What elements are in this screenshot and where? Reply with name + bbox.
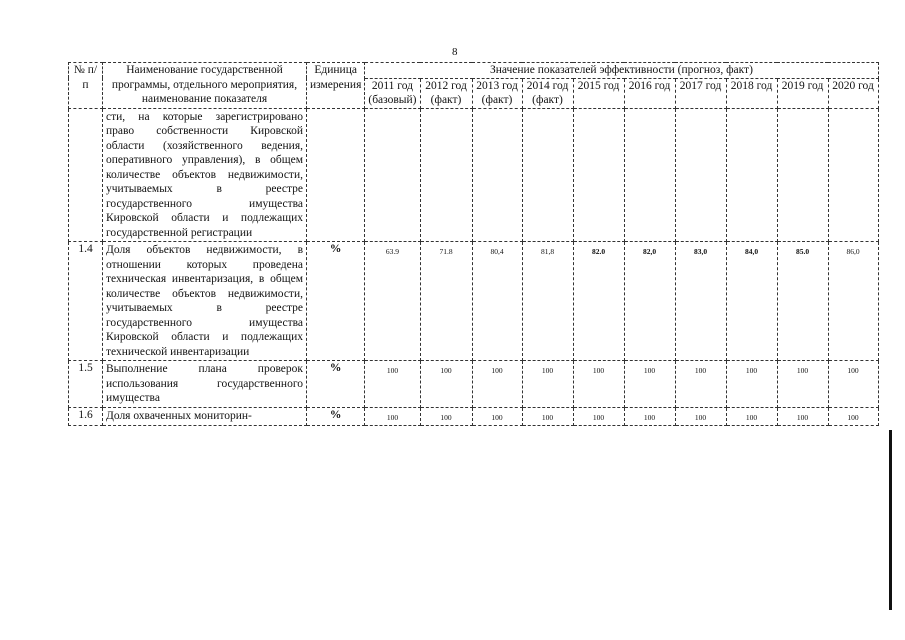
- header-row: [69, 63, 879, 79]
- year-header: 2019 год: [777, 78, 828, 108]
- row-name: Доля объектов недвижимости, в отношении которых проведена техническая инвентаризация, в общем количестве объектов недвижимости, учитываемых в реестре государственного имущества Кировской области и подлежащих технической инвентаризации: [103, 242, 307, 361]
- year-header: 2017 год: [675, 78, 726, 108]
- value-cell: [624, 108, 675, 242]
- row-unit: %: [307, 407, 365, 426]
- year-header: 2014 год (факт): [522, 78, 573, 108]
- row-num: 1.5: [69, 361, 103, 408]
- value-cell: 86,0: [828, 242, 878, 361]
- value-cell: 100: [828, 361, 878, 408]
- value-cell: 100: [420, 361, 472, 408]
- table-row: [69, 242, 879, 361]
- row-unit: %: [307, 361, 365, 408]
- value-cell: 100: [777, 361, 828, 408]
- table-row: [69, 407, 879, 426]
- value-cell: [726, 108, 777, 242]
- value-cell: 84,0: [726, 242, 777, 361]
- year-header: 2012 год (факт): [420, 78, 472, 108]
- row-num: 1.4: [69, 242, 103, 361]
- value-cell: [573, 108, 624, 242]
- value-cell: 63.9: [365, 242, 420, 361]
- value-cell: 100: [777, 407, 828, 426]
- row-num: 1.6: [69, 407, 103, 426]
- value-cell: 100: [726, 361, 777, 408]
- value-cell: 100: [573, 407, 624, 426]
- indicators-table: [68, 62, 879, 426]
- value-cell: 100: [472, 407, 522, 426]
- value-cell: [420, 108, 472, 242]
- value-cell: 100: [472, 361, 522, 408]
- page-number: 8: [452, 46, 458, 58]
- value-cell: 100: [624, 361, 675, 408]
- value-cell: 100: [573, 361, 624, 408]
- year-header: 2016 год: [624, 78, 675, 108]
- value-cell: 100: [624, 407, 675, 426]
- value-cell: [472, 108, 522, 242]
- value-cell: 80,4: [472, 242, 522, 361]
- year-header: 2015 год: [573, 78, 624, 108]
- value-cell: [675, 108, 726, 242]
- table-row: [69, 108, 879, 242]
- row-name: Выполнение плана проверок использования государственного имущества: [103, 361, 307, 408]
- value-cell: [522, 108, 573, 242]
- row-name: сти, на которые зарегистрировано право собственности Кировской области (хозяйственного ведения, оперативного управления), в общем количестве объектов недвижимости, учитываемых в реестре государственного имущества Кировской области и подлежащих государственной регистрации: [103, 108, 307, 242]
- row-unit: %: [307, 242, 365, 361]
- value-cell: 83,0: [675, 242, 726, 361]
- col-name-header: Наименование государственной программы, отдельного мероприятия, наименование показателя: [103, 63, 307, 109]
- year-header: 2018 год: [726, 78, 777, 108]
- value-cell: 100: [675, 361, 726, 408]
- year-header: 2020 год: [828, 78, 878, 108]
- year-header: 2011 год (базовый): [365, 78, 420, 108]
- value-cell: 82,0: [624, 242, 675, 361]
- row-num: [69, 108, 103, 242]
- row-name: Доля охваченных мониторин-: [103, 407, 307, 426]
- value-cell: 100: [420, 407, 472, 426]
- value-cell: 85.0: [777, 242, 828, 361]
- row-unit: [307, 108, 365, 242]
- scan-edge-bar: [889, 430, 892, 610]
- value-cell: [365, 108, 420, 242]
- col-unit-header: Единица измерения: [307, 63, 365, 109]
- value-cell: 100: [726, 407, 777, 426]
- value-cell: 100: [522, 361, 573, 408]
- col-num-header: № п/п: [69, 63, 103, 109]
- value-cell: 100: [365, 361, 420, 408]
- value-cell: 82.0: [573, 242, 624, 361]
- value-cell: 100: [675, 407, 726, 426]
- value-cell: 81,8: [522, 242, 573, 361]
- value-cell: 71.8: [420, 242, 472, 361]
- year-header: 2013 год (факт): [472, 78, 522, 108]
- table-row: [69, 361, 879, 408]
- value-cell: 100: [828, 407, 878, 426]
- value-cell: 100: [365, 407, 420, 426]
- values-header: Значение показателей эффективности (прогноз, факт): [365, 63, 878, 79]
- value-cell: 100: [522, 407, 573, 426]
- value-cell: [828, 108, 878, 242]
- value-cell: [777, 108, 828, 242]
